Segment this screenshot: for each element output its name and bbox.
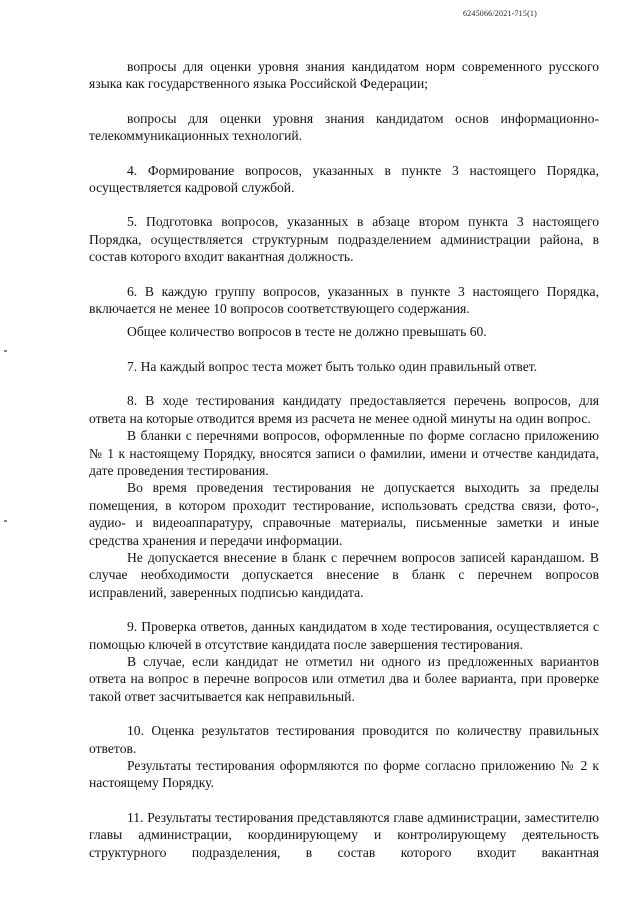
paragraph: Общее количество вопросов в тесте не должно превышать 60.: [127, 324, 487, 340]
scan-edge-mark: [4, 350, 7, 352]
document-body: [89, 58, 599, 861]
paragraph: 7. На каждый вопрос теста может быть только один правильный ответ.: [127, 358, 538, 374]
paragraph: Результаты тестирования оформляются по форме согласно приложению № 2 к настоящему Порядку.: [89, 758, 599, 791]
paragraph: вопросы для оценки уровня знания кандидатом основ информационно-телекоммуникационных технологий.: [89, 110, 599, 144]
paragraph: 11. Результаты тестирования представляются главе администрации, заместителю главы администрации, координирующему и контролирующему деятельность структурного подразделения, в состав которого входит вакантная: [89, 809, 599, 860]
scan-edge-mark: [4, 520, 7, 522]
paragraph: вопросы для оценки уровня знания кандидатом норм современного русского языка как государственного языка Российской Федерации;: [89, 59, 599, 92]
paragraph: 8. В ходе тестирования кандидату предоставляется перечень вопросов, для ответа на которые отводится время из расчета не менее одной минуты на один вопрос.: [89, 393, 599, 426]
paragraph: 9. Проверка ответов, данных кандидатом в ходе тестирования, осуществляется с помощью ключей в отсутствие кандидата после завершения тестирования.: [89, 619, 599, 652]
paragraph: В бланки с перечнями вопросов, оформленные по форме согласно приложению № 1 к настоящему Порядку, вносятся записи о фамилии, имени и отчестве кандидата, дате проведения тестирования.: [89, 428, 599, 478]
paragraph: 5. Подготовка вопросов, указанных в абзаце втором пункта 3 настоящего Порядка, осуществляется структурным подразделением администрации района, в состав которого входит вакантная должность.: [89, 214, 599, 265]
paragraph: 6. В каждую группу вопросов, указанных в пункте 3 настоящего Порядка, включается не менее 10 вопросов соответствующего содержания.: [89, 283, 599, 317]
paragraph: 4. Формирование вопросов, указанных в пункте 3 настоящего Порядка, осуществляется кадровой службой.: [89, 162, 599, 196]
paragraph: 10. Оценка результатов тестирования проводится по количеству правильных ответов.: [89, 723, 599, 756]
paragraph: Не допускается внесение в бланк с перечнем вопросов записей карандашом. В случае необходимости допускается внесение в бланк с перечнем вопросов исправлений, заверенных подписью кандидата.: [89, 549, 599, 600]
document-number: 6245066/2021-715(1): [462, 9, 537, 18]
paragraph: В случае, если кандидат не отметил ни одного из предложенных вариантов ответа на вопрос в перечне вопросов или отметил два и более варианта, при проверке такой ответ засчитывается как неправильный.: [89, 653, 599, 704]
paragraph: Во время проведения тестирования не допускается выходить за пределы помещения, в котором проходит тестирование, использовать средства связи, фото-, аудио- и видеоаппаратуру, справочные материалы, письменные заметки и иные средства хранения и передачи информации.: [89, 480, 599, 548]
